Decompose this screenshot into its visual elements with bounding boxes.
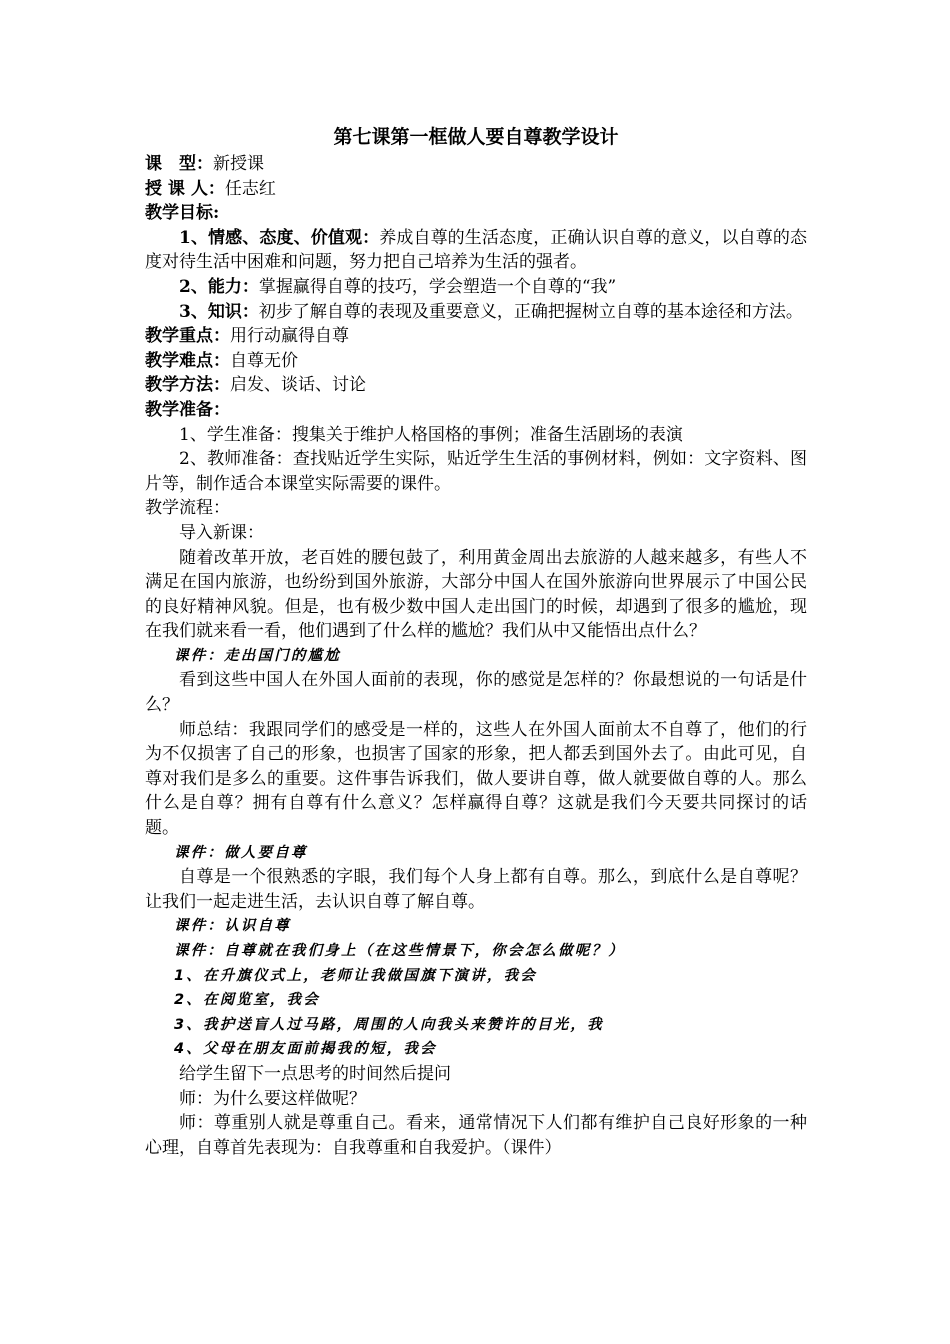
objective-knowledge-text: 初步了解自尊的表现及重要意义，正确把握树立自尊的基本途径和方法。 [258, 301, 803, 322]
lesson-teacher-label: 授 课 人： [145, 178, 225, 199]
objective-knowledge-label: 3、知识： [179, 301, 259, 322]
courseware-line: 课件：自尊就在我们身上（在这些情景下，你会怎么做呢？） [174, 943, 625, 959]
objective-emotion-text: 养成自尊的生活态度，正确认识自尊的意义，以自尊的态度对待生活中困难和问题，努力把自己培养为生活的强者。 [145, 227, 807, 273]
scenario-item: 4、父母在朋友面前揭我的短，我会 [174, 1041, 437, 1058]
teacher-summary-paragraph: 师总结：我跟同学们的感受是一样的，这些人在外国人面前太不自尊了，他们的行为不仅损害了自己的形象，也损害了国家的形象，把人都丢到国外去了。由此可见，自尊对我们是多么的重要。这件事告诉我们，做人要讲自尊，做人就要做自尊的人。那么什么是自尊？拥有自尊有什么意义？怎样赢得自尊？这就是我们今天要共同探讨的话题。 [145, 719, 807, 839]
preparation-teacher: 2、教师准备：查找贴近学生实际，贴近学生生活的事例材料，例如：文字资料、图片等，制作适合本课堂实际需要的课件。 [145, 449, 807, 494]
courseware-line: 课件：做人要自尊 [174, 844, 308, 861]
thinking-paragraph: 给学生留下一点思考的时间然后提问 [179, 1063, 451, 1084]
objectives-heading: 教学目标: [145, 203, 220, 224]
teacher-question: 师：为什么要这样做呢？ [179, 1088, 366, 1109]
objective-knowledge [145, 300, 807, 325]
key-point-label: 教学重点： [145, 326, 230, 347]
objective-ability [145, 275, 807, 300]
teacher-answer-paragraph: 师：尊重别人就是尊重自己。看来，通常情况下人们都有维护自己良好形象的一种心理，自尊首先表现为：自我尊重和自我爱护。（课件） [145, 1113, 807, 1158]
lesson-type-value: 新授课 [213, 154, 264, 174]
scenario-item: 2、在阅览室，我会 [174, 992, 320, 1009]
difficulty-text: 自尊无价 [230, 350, 298, 371]
objective-ability-text: 掌握赢得自尊的技巧，学会塑造一个自尊的“我” [258, 276, 617, 297]
document-title: 第七课第一框做人要自尊教学设计 [333, 126, 619, 148]
question-paragraph: 看到这些中国人在外国人面前的表现，你的感觉是怎样的？你最想说的一句话是什么？ [145, 670, 807, 716]
process-heading: 教学流程： [145, 498, 230, 519]
key-point-text: 用行动赢得自尊 [230, 326, 349, 347]
difficulty-label: 教学难点： [145, 350, 230, 371]
lesson-type [145, 152, 807, 177]
lesson-type-label: 课 型： [145, 154, 213, 174]
courseware-line: 课件：走出国门的尴尬 [174, 647, 341, 664]
objective-emotion [145, 226, 807, 275]
intro-paragraph: 随着改革开放，老百姓的腰包鼓了，利用黄金周出去旅游的人越来越多，有些人不满足在国内旅游，也纷纷到国外旅游，大部分中国人在国外旅游向世界展示了中国公民的良好精神风貌。但是，也有极少数中国人走出国门的时候，却遇到了很多的尴尬，现在我们就来看一看，他们遇到了什么样的尴尬？我们从中又能悟出点什么？ [145, 547, 807, 642]
document-page [145, 122, 807, 1160]
key-point [145, 324, 807, 349]
preparation-student: 1、学生准备：搜集关于维护人格国格的事例；准备生活剧场的表演 [179, 424, 683, 445]
self-respect-paragraph: 自尊是一个很熟悉的字眼，我们每个人身上都有自尊。那么，到底什么是自尊呢？让我们一起走进生活，去认识自尊了解自尊。 [145, 867, 807, 912]
method-label: 教学方法： [145, 375, 230, 396]
preparation-heading: 教学准备： [145, 399, 230, 420]
lesson-teacher-value: 任志红 [224, 178, 276, 199]
scenario-item: 1、在升旗仪式上，老师让我做国旗下演讲，我会 [174, 967, 537, 984]
method [145, 373, 807, 398]
courseware-line: 课件：认识自尊 [174, 918, 291, 935]
intro-heading: 导入新课： [179, 522, 264, 543]
scenario-item: 3、我护送盲人过马路，周围的人向我头来赞许的目光，我 [174, 1016, 604, 1033]
method-text: 启发、谈话、讨论 [230, 375, 366, 396]
objective-ability-label: 2、能力： [179, 276, 259, 297]
objective-emotion-label: 1、情感、态度、价值观： [179, 227, 380, 248]
difficulty [145, 349, 807, 374]
lesson-teacher [145, 177, 807, 202]
